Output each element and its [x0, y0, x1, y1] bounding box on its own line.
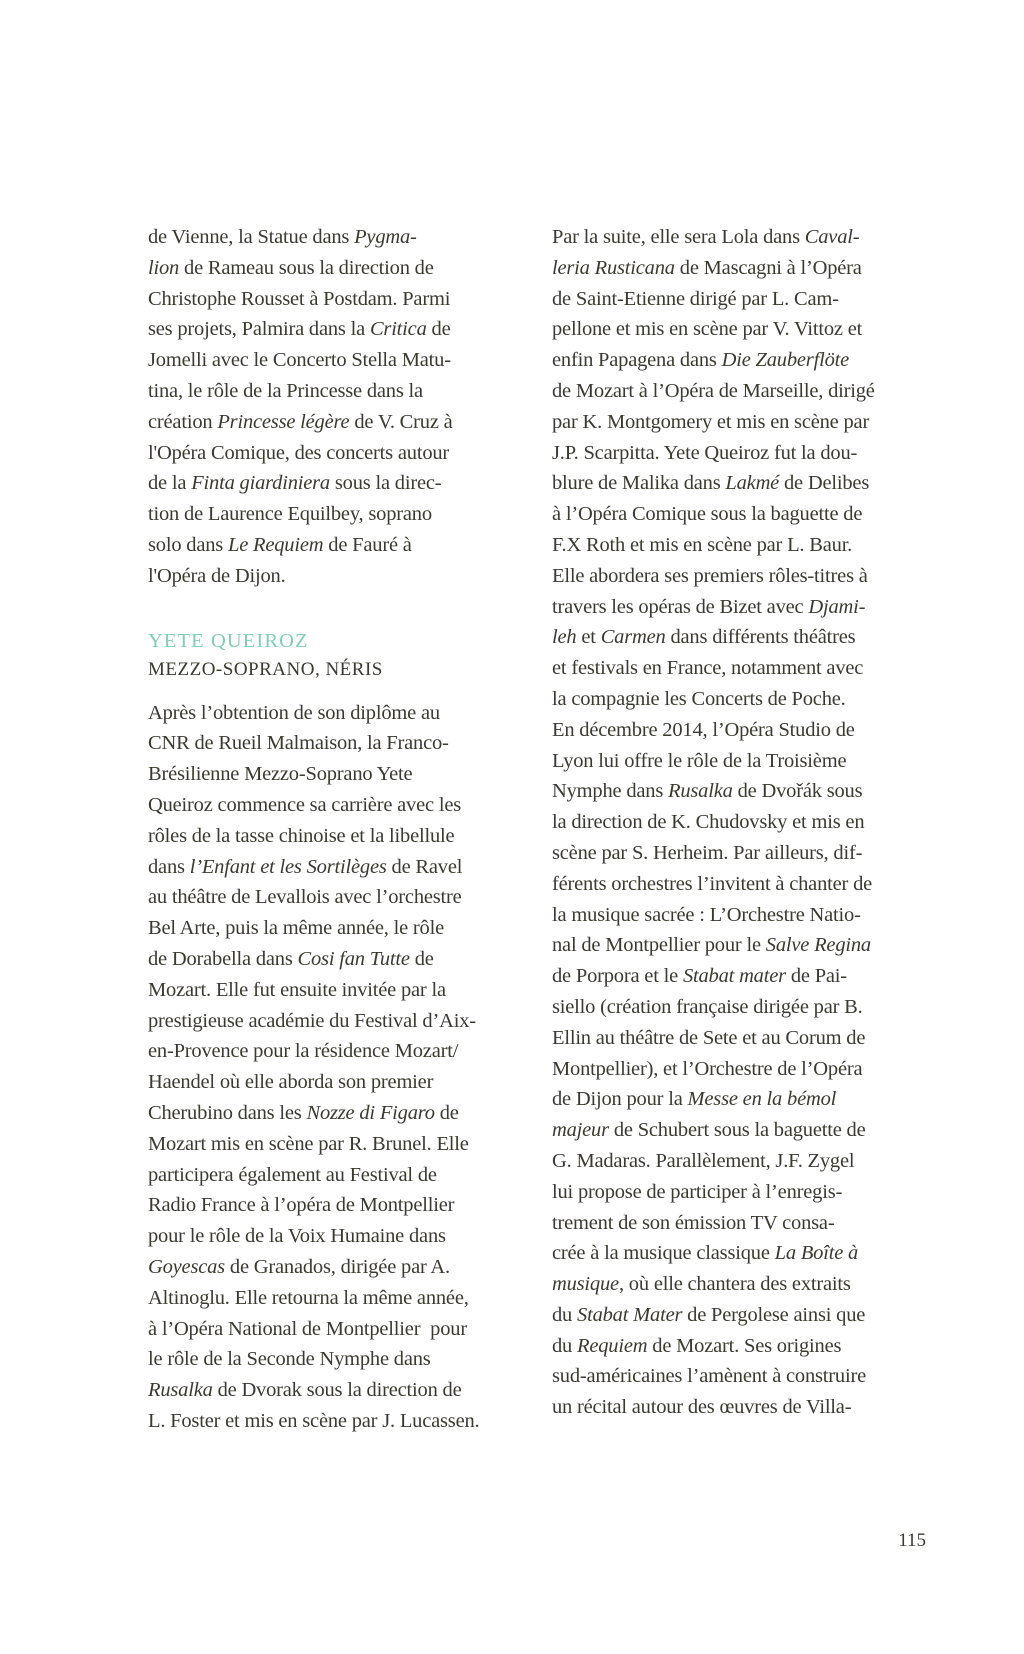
- text-run: de Pai-: [785, 965, 847, 988]
- text-line: [148, 468, 520, 499]
- text-line: [148, 698, 520, 729]
- text-run: Queiroz commence sa carrière avec les: [148, 793, 462, 816]
- text-line: [552, 900, 938, 931]
- text-run: de la: [148, 472, 192, 495]
- text-line: [148, 1252, 520, 1283]
- text-run: trement de son émission TV consa-: [552, 1211, 835, 1234]
- text-run: en-Provence pour la résidence Mozart/: [148, 1040, 459, 1063]
- text-line: [552, 253, 938, 284]
- italic-title-run: Rusalka: [148, 1379, 213, 1402]
- text-run: Cherubino dans les: [148, 1101, 307, 1124]
- text-run: Ellin au théâtre de Sete et au Corum de: [552, 1026, 866, 1049]
- paragraph: [148, 698, 520, 1437]
- italic-title-run: Cosi fan Tutte: [297, 947, 410, 970]
- italic-title-run: leh: [552, 626, 577, 649]
- italic-title-run: Die Zauberflöte: [721, 349, 850, 372]
- italic-title-run: musique: [552, 1273, 619, 1296]
- text-run: de Dorabella dans: [148, 947, 298, 970]
- text-line: [552, 930, 938, 961]
- text-line: [552, 314, 938, 345]
- italic-title-run: Critica: [369, 318, 427, 341]
- text-line: [148, 407, 520, 438]
- text-run: Brésilienne Mezzo-Soprano Yete: [148, 763, 413, 786]
- text-run: enfin Papagena dans: [552, 349, 722, 372]
- text-run: Elle abordera ses premiers rôles-titres à: [552, 564, 868, 587]
- text-run: de: [409, 947, 434, 970]
- italic-title-run: Lakmé: [725, 472, 780, 495]
- text-run: à l’Opéra Comique sous la baguette de: [552, 503, 863, 526]
- text-run: solo dans: [148, 533, 229, 556]
- text-run: Nymphe dans: [552, 780, 669, 803]
- italic-title-run: Caval-: [804, 226, 860, 248]
- text-line: [552, 715, 938, 746]
- text-run: férents orchestres l’invitent à chanter de: [552, 872, 873, 895]
- text-line: [552, 1208, 938, 1239]
- text-run: de Pergolese ainsi que: [682, 1303, 866, 1326]
- text-run: de: [434, 1101, 459, 1124]
- text-line: [552, 961, 938, 992]
- text-run: L. Foster et mis en scène par J. Lucassen.: [148, 1409, 480, 1432]
- text-line: [552, 807, 938, 838]
- italic-title-run: Salve Regina: [765, 934, 871, 957]
- italic-title-run: majeur: [552, 1119, 609, 1142]
- text-run: de Delibes: [779, 472, 870, 495]
- text-run: rôles de la tasse chinoise et la libellule: [148, 824, 455, 847]
- text-line: [552, 561, 938, 592]
- italic-title-run: Stabat Mater: [577, 1303, 683, 1326]
- text-run: l'Opéra Comique, des concerts autour: [148, 441, 450, 464]
- text-run: tion de Laurence Equilbey, soprano: [148, 503, 432, 526]
- italic-title-run: Carmen: [600, 626, 666, 649]
- text-run: l'Opéra de Dijon.: [148, 564, 286, 587]
- text-run: pour le rôle de la Voix Humaine dans: [148, 1225, 446, 1248]
- text-line: [148, 1129, 520, 1160]
- performer-name-heading: YETE QUEIROZ: [148, 629, 309, 652]
- text-run: tina, le rôle de la Princesse dans la: [148, 379, 423, 402]
- text-run: Après l’obtention de son diplôme au: [148, 701, 440, 724]
- italic-title-run: Stabat mater: [682, 965, 786, 988]
- right-column: [552, 222, 938, 1423]
- text-line: [148, 852, 520, 883]
- text-run: de Dijon pour la: [552, 1088, 688, 1111]
- text-run: J.P. Scarpitta. Yete Queiroz fut la dou-: [552, 441, 858, 464]
- text-run: travers les opéras de Bizet avec: [552, 595, 809, 618]
- text-line: [552, 1084, 938, 1115]
- text-line: [552, 1023, 938, 1054]
- text-line: [552, 407, 938, 438]
- text-run: à l’Opéra National de Montpellier pour: [148, 1317, 467, 1340]
- text-line: [552, 499, 938, 530]
- text-line: [552, 468, 938, 499]
- text-line: [148, 284, 520, 315]
- text-line: [552, 222, 938, 253]
- italic-title-run: Messe en la bémol: [687, 1088, 837, 1111]
- text-line: [552, 992, 938, 1023]
- text-run: sous la direc-: [329, 472, 442, 495]
- text-line: [552, 592, 938, 623]
- text-run: F.X Roth et mis en scène par L. Baur.: [552, 533, 853, 556]
- text-run: de Dvořák sous: [732, 780, 863, 803]
- text-run: le rôle de la Seconde Nymphe dans: [148, 1348, 431, 1371]
- text-run: au théâtre de Levallois avec l’orchestre: [148, 886, 462, 909]
- text-run: création: [148, 410, 218, 433]
- text-line: [552, 746, 938, 777]
- text-run: de Saint-Etienne dirigé par L. Cam-: [552, 287, 839, 310]
- text-line: [552, 345, 938, 376]
- text-run: de V. Cruz à: [349, 410, 453, 433]
- text-line: [148, 438, 520, 469]
- text-run: CNR de Rueil Malmaison, la Franco-: [148, 732, 449, 755]
- italic-title-run: La Boîte à: [774, 1242, 859, 1265]
- text-line: [552, 1300, 938, 1331]
- text-run: Haendel où elle aborda son premier: [148, 1071, 434, 1094]
- text-line: [148, 530, 520, 561]
- italic-title-run: Djami-: [808, 595, 866, 618]
- text-run: de Dvorak sous la direction de: [212, 1379, 462, 1402]
- text-run: Radio France à l’opéra de Montpellier: [148, 1194, 455, 1217]
- text-run: Mozart. Elle fut ensuite invitée par la: [148, 978, 446, 1001]
- text-line: [552, 622, 938, 653]
- text-line: [148, 345, 520, 376]
- text-run: Montpellier), et l’Orchestre de l’Opéra: [552, 1057, 863, 1080]
- text-line: [148, 253, 520, 284]
- italic-title-run: Finta giardiniera: [191, 472, 330, 495]
- text-run: de Porpora et le: [552, 965, 683, 988]
- text-line: [148, 728, 520, 759]
- text-run: la musique sacrée : L’Orchestre Natio-: [552, 903, 861, 926]
- italic-title-run: l’Enfant et les Sortilèges: [189, 855, 387, 878]
- text-line: [552, 684, 938, 715]
- text-run: , où elle chantera des extraits: [618, 1273, 851, 1296]
- text-line: [552, 1146, 938, 1177]
- text-line: [552, 1115, 938, 1146]
- text-line: [148, 913, 520, 944]
- text-line: [148, 882, 520, 913]
- text-run: du: [552, 1334, 578, 1357]
- text-line: [148, 1006, 520, 1037]
- text-line: [148, 314, 520, 345]
- text-run: En décembre 2014, l’Opéra Studio de: [552, 718, 855, 741]
- text-run: Christophe Rousset à Postdam. Parmi: [148, 287, 451, 310]
- text-run: par K. Montgomery et mis en scène par: [552, 410, 870, 433]
- text-run: de Schubert sous la baguette de: [608, 1119, 866, 1142]
- text-line: [148, 1314, 520, 1345]
- text-run: dans différents théâtres: [665, 626, 856, 649]
- text-run: de: [426, 318, 451, 341]
- text-line: [148, 790, 520, 821]
- text-run: un récital autour des œuvres de Villa-: [552, 1396, 852, 1419]
- text-run: de Fauré à: [323, 533, 412, 556]
- text-line: [552, 1269, 938, 1300]
- text-line: [552, 376, 938, 407]
- text-run: participera également au Festival de: [148, 1163, 437, 1186]
- text-run: pellone et mis en scène par V. Vittoz et: [552, 318, 863, 341]
- text-line: [148, 1190, 520, 1221]
- text-line: [148, 1160, 520, 1191]
- text-line: [148, 1221, 520, 1252]
- text-run: Par la suite, elle sera Lola dans: [552, 226, 805, 248]
- text-run: prestigieuse académie du Festival d’Aix-: [148, 1009, 476, 1032]
- text-run: lui propose de participer à l’enregis-: [552, 1180, 843, 1203]
- text-line: [552, 1392, 938, 1423]
- text-line: [148, 821, 520, 852]
- text-run: ses projets, Palmira dans la: [148, 318, 370, 341]
- text-line: [552, 776, 938, 807]
- text-line: [148, 1406, 520, 1437]
- text-run: Lyon lui offre le rôle de la Troisième: [552, 749, 847, 772]
- text-run: de Rameau sous la direction de: [179, 256, 434, 279]
- text-run: Mozart mis en scène par R. Brunel. Elle: [148, 1132, 469, 1155]
- performer-role-subheading: MEZZO-SOPRANO, NÉRIS: [148, 658, 383, 680]
- left-column: [148, 222, 520, 1437]
- text-line: [148, 1098, 520, 1129]
- text-line: [552, 530, 938, 561]
- text-run: et: [576, 626, 601, 649]
- italic-title-run: leria Rusticana: [552, 256, 675, 279]
- italic-title-run: lion: [148, 256, 180, 279]
- italic-title-run: Requiem: [577, 1334, 648, 1357]
- text-line: [552, 1238, 938, 1269]
- text-run: scène par S. Herheim. Par ailleurs, dif-: [552, 841, 863, 864]
- text-run: dans: [148, 855, 190, 878]
- text-line: [148, 1344, 520, 1375]
- text-line: [552, 1054, 938, 1085]
- text-run: du: [552, 1303, 578, 1326]
- text-line: [552, 869, 938, 900]
- text-run: Bel Arte, puis la même année, le rôle: [148, 917, 445, 940]
- italic-title-run: Goyescas: [148, 1255, 225, 1278]
- text-run: Altinoglu. Elle retourna la même année,: [148, 1286, 469, 1309]
- text-run: sud-américaines l’amènent à construire: [552, 1365, 866, 1388]
- text-run: de Ravel: [386, 855, 463, 878]
- text-line: [148, 1036, 520, 1067]
- text-line: [148, 376, 520, 407]
- italic-title-run: Princesse légère: [217, 410, 350, 433]
- text-line: [148, 1283, 520, 1314]
- text-line: [552, 284, 938, 315]
- page-number: 115: [898, 1530, 926, 1551]
- italic-title-run: Rusalka: [668, 780, 733, 803]
- text-run: de Vienne, la Statue dans: [148, 226, 355, 248]
- text-line: [552, 653, 938, 684]
- text-run: crée à la musique classique: [552, 1242, 775, 1265]
- italic-title-run: Nozze di Figaro: [306, 1101, 435, 1124]
- paragraph: [148, 222, 520, 592]
- text-run: nal de Montpellier pour le: [552, 934, 766, 957]
- text-line: [552, 438, 938, 469]
- text-run: G. Madaras. Parallèlement, J.F. Zygel: [552, 1149, 855, 1172]
- text-run: blure de Malika dans: [552, 472, 726, 495]
- text-line: [148, 222, 520, 253]
- text-line: [148, 561, 520, 592]
- paragraph: [552, 222, 938, 1423]
- text-line: [148, 1375, 520, 1406]
- text-run: de Mascagni à l’Opéra: [674, 256, 862, 279]
- text-line: [148, 1067, 520, 1098]
- text-run: la direction de K. Chudovsky et mis en: [552, 811, 865, 834]
- text-run: Jomelli avec le Concerto Stella Matu-: [148, 349, 451, 372]
- text-line: [552, 838, 938, 869]
- text-run: de Granados, dirigée par A.: [224, 1255, 450, 1278]
- text-run: la compagnie les Concerts de Poche.: [552, 687, 846, 710]
- text-run: siello (création française dirigée par B.: [552, 995, 863, 1018]
- italic-title-run: Le Requiem: [228, 533, 324, 556]
- text-line: [148, 944, 520, 975]
- italic-title-run: Pygma-: [354, 226, 417, 248]
- text-line: [552, 1331, 938, 1362]
- text-run: de Mozart à l’Opéra de Marseille, dirigé: [552, 379, 875, 402]
- text-run: et festivals en France, notamment avec: [552, 657, 864, 680]
- text-line: [552, 1361, 938, 1392]
- text-line: [552, 1177, 938, 1208]
- text-line: [148, 975, 520, 1006]
- text-run: de Mozart. Ses origines: [647, 1334, 842, 1357]
- text-line: [148, 759, 520, 790]
- text-line: [148, 499, 520, 530]
